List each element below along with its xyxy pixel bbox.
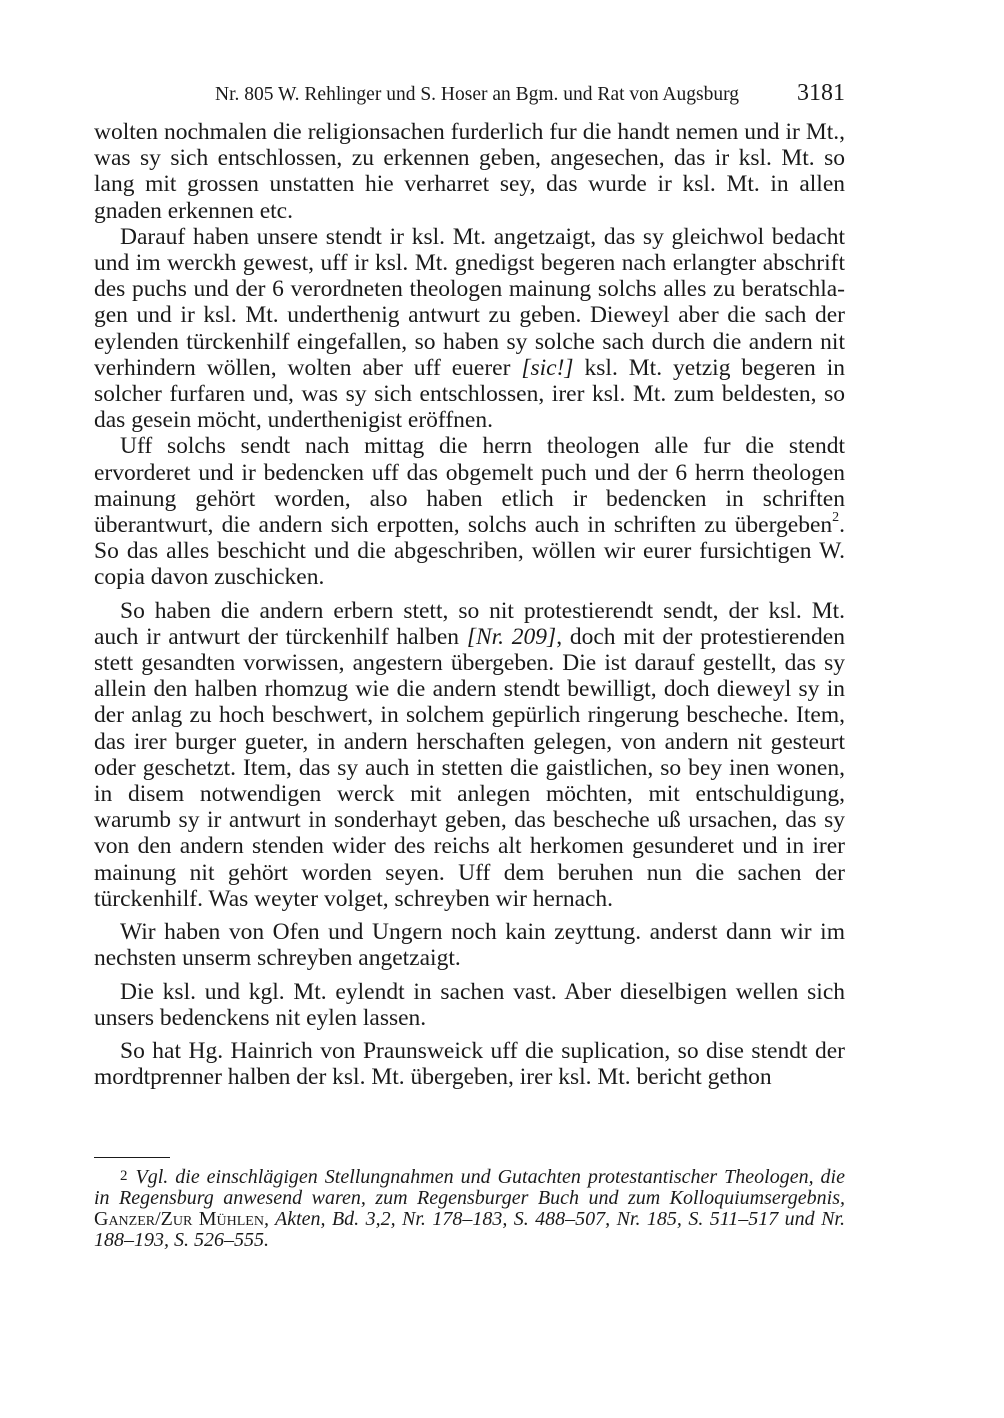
- paragraph-7: [94, 1038, 845, 1090]
- paragraph-3-text-a: Uff solchs sendt nach mittag die herrn theologen alle fur die stendt ervorderet und ir bedencken uff das obgemelt puch und der 6 herrn theologen mainung gehört worden, also haben etlich ir bedencken in schriften überantwurt, die andern sich erpotten, solchs auch in schriften zu übergeben: [94, 433, 845, 539]
- paragraph-2-text-a: Darauf haben unsere stendt ir ksl. Mt. angetzaigt, das sy gleichwol bedacht und im werckh gewest, uff ir ksl. Mt. gnedigst begeren nach erlangter abschrift des puchs und der 6 verordneten theologen mainung solchs alles zu beratschlagen und ir ksl. Mt. underthenig antwurt zu geben. Dieweyl aber die sach der eylenden türckenhilf eingefallen, so haben sy solche sach durch die andern nit verhindern wöllen, wolten aber uff euerer: [94, 223, 845, 381]
- footnote-authors: Ganzer/Zur Mühlen: [94, 1208, 264, 1230]
- footnote-text-a: Vgl. die einschlägigen Stellungnahmen und Gutachten protestantischer Theologen, die in Regensburg anwesend waren, zum Regensburger Buch und zum Kolloquiumsergebnis,: [94, 1166, 845, 1209]
- paragraph-3: [94, 433, 845, 590]
- sic-note: [sic!]: [521, 354, 574, 381]
- paragraph-2: [94, 224, 845, 434]
- running-head-title: Nr. 805 W. Rehlinger und S. Hoser an Bgm. und Rat von Augsburg: [215, 84, 739, 105]
- paragraph-5: [94, 919, 845, 971]
- footnote-text-b: , Akten, Bd. 3,2, Nr. 178–183, S. 488–507, Nr. 185, S. 511–517 und Nr. 188–193, S. 526–555.: [94, 1208, 845, 1251]
- body-text: [94, 119, 845, 1090]
- paragraph-4: [94, 598, 845, 912]
- paragraph-4-text-b: , doch mit der protestierenden stett gesandten vorwissen, angestern übergeben. Die ist darauf gestellt, das sy allein den halben rhomzug wie die andern stendt bewilligt, doch dieweyl sy in der anlag zu hoch beschwert, in solchem gepürlich ringerung bescheche. Item, das irer burger gueter, in andern herschaften gelegen, von andern nit gesteurt oder geschetzt. Item, das sy auch in stetten die gaistlichen, so bey inen wonen, in disem notwendigen werck mit anlegen möchten, mit entschuldigung, warumb sy ir antwurt in sonderhayt geben, das bescheche uß ursachen, das sy von den andern stenden wider des reichs alt herkomen gesunderet und in irer mainung nit gehört worden seyen. Uff dem beruhen nun die sachen der türckenhilf. Was weyter volget, schreyben wir hernach.: [94, 623, 845, 912]
- paragraph-1-text: wolten nochmalen die religionsachen furderlich fur die handt nemen und ir Mt., was sy sich entschlossen, zu erkennen geben, angesechen, das ir ksl. Mt. so lang mit grossen unstatten hie verharret sey, das wurde ir ksl. Mt. in allen gnaden erkennen etc.: [94, 119, 845, 224]
- paragraph-7-text: So hat Hg. Hainrich von Praunsweick uff die suplication, so dise stendt der mordtprenner halben der ksl. Mt. übergeben, irer ksl. Mt. bericht gethon: [94, 1037, 845, 1091]
- paragraph-6: [94, 979, 845, 1031]
- running-head: [94, 80, 845, 110]
- paragraph-1: [94, 119, 845, 224]
- paragraph-5-text: Wir haben von Ofen und Ungern noch kain zeyttung. anderst dann wir im nechsten unserm schreyben angetzaigt.: [94, 919, 845, 972]
- paragraph-6-text: Die ksl. und kgl. Mt. eylendt in sachen vast. Aber dieselbigen wellen sich unsers bedenckens nit eylen lassen.: [94, 978, 845, 1031]
- paragraph-4-text-a: So haben die andern erbern stett, so nit protestierendt sendt, der ksl. Mt. auch ir antwurt der türckenhilf halben: [94, 597, 845, 650]
- footnote-reference: 2: [832, 510, 840, 526]
- document-reference: [Nr. 209]: [466, 623, 557, 650]
- footnote-number: 2: [120, 1168, 128, 1184]
- page-number: 3181: [797, 80, 845, 106]
- paragraph-3-text-b: . So das alles beschicht und die abgeschriben, wöllen wir eurer fursichtigen W. copia davon zuschicken.: [94, 512, 845, 591]
- footnote: [94, 1166, 845, 1251]
- footnote-divider: [94, 1157, 170, 1158]
- paragraph-2-text-b: ksl. Mt. yetzig begeren in solcher furfaren und, was sy sich entschlossen, irer ksl. Mt. zum beldesten, so das gesein möcht, underthenigist eröffnen.: [94, 354, 845, 434]
